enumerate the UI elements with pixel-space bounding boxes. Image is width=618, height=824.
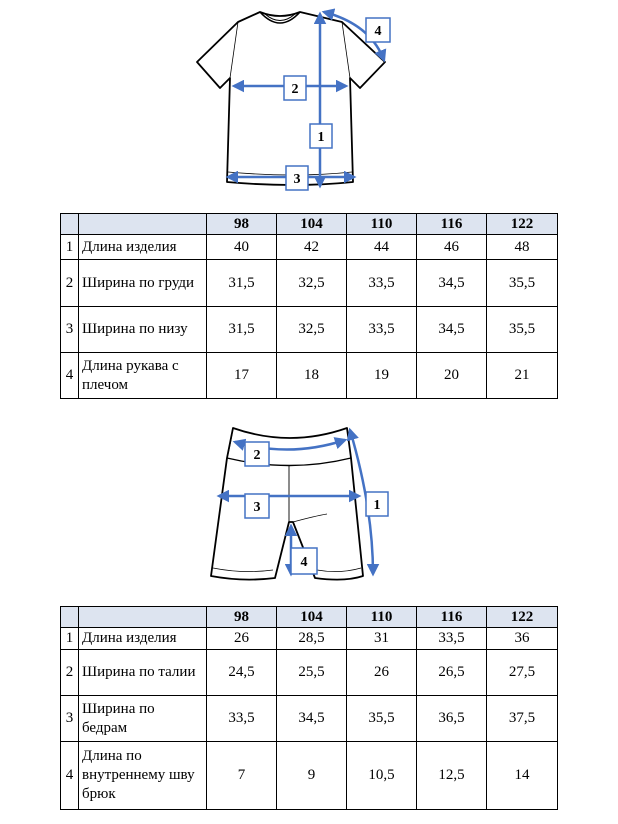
row-value: 44 xyxy=(347,235,417,260)
row-label: Ширина по талии xyxy=(79,650,207,696)
shorts-size-table xyxy=(60,606,558,810)
row-value: 42 xyxy=(277,235,347,260)
header-cell xyxy=(79,607,207,628)
row-value: 36,5 xyxy=(417,696,487,742)
row-value: 28,5 xyxy=(277,628,347,650)
row-value: 31,5 xyxy=(207,260,277,307)
header-cell xyxy=(61,214,79,235)
row-number: 3 xyxy=(61,307,79,353)
row-value: 18 xyxy=(277,353,347,399)
row-value: 33,5 xyxy=(417,628,487,650)
row-value: 33,5 xyxy=(207,696,277,742)
row-value: 33,5 xyxy=(347,260,417,307)
row-value: 31,5 xyxy=(207,307,277,353)
marker-3 xyxy=(286,166,308,190)
svg-text:3: 3 xyxy=(293,172,301,187)
row-number: 2 xyxy=(61,650,79,696)
row-label: Длина изделия xyxy=(79,235,207,260)
row-value: 14 xyxy=(487,742,558,810)
header-size: 110 xyxy=(347,607,417,628)
tshirt-diagram xyxy=(190,0,410,195)
table-row xyxy=(61,628,558,650)
header-size: 98 xyxy=(207,607,277,628)
svg-text:2: 2 xyxy=(253,448,261,463)
row-value: 32,5 xyxy=(277,307,347,353)
row-value: 35,5 xyxy=(347,696,417,742)
row-value: 24,5 xyxy=(207,650,277,696)
row-value: 26 xyxy=(207,628,277,650)
header-size: 122 xyxy=(487,607,558,628)
header-size: 116 xyxy=(417,607,487,628)
svg-text:1: 1 xyxy=(373,498,381,513)
row-value: 34,5 xyxy=(417,260,487,307)
table-row xyxy=(61,696,558,742)
svg-text:4: 4 xyxy=(374,24,382,39)
row-value: 33,5 xyxy=(347,307,417,353)
row-value: 31 xyxy=(347,628,417,650)
header-size: 122 xyxy=(487,214,558,235)
row-number: 2 xyxy=(61,260,79,307)
table-row xyxy=(61,307,558,353)
table-row xyxy=(61,235,558,260)
table-header-row xyxy=(61,607,558,628)
marker-1 xyxy=(366,492,388,516)
row-value: 40 xyxy=(207,235,277,260)
row-value: 34,5 xyxy=(417,307,487,353)
tshirt-size-table xyxy=(60,213,558,399)
row-value: 26 xyxy=(347,650,417,696)
table-row xyxy=(61,260,558,307)
marker-1 xyxy=(310,124,332,148)
svg-text:3: 3 xyxy=(253,500,261,515)
row-number: 4 xyxy=(61,742,79,810)
table-row xyxy=(61,742,558,810)
row-label: Ширина по груди xyxy=(79,260,207,307)
row-value: 21 xyxy=(487,353,558,399)
row-value: 26,5 xyxy=(417,650,487,696)
header-cell xyxy=(79,214,207,235)
row-value: 20 xyxy=(417,353,487,399)
table-row xyxy=(61,650,558,696)
row-number: 1 xyxy=(61,235,79,260)
row-label: Ширина по низу xyxy=(79,307,207,353)
shorts-drawing xyxy=(205,418,405,588)
svg-text:1: 1 xyxy=(317,130,325,145)
marker-4 xyxy=(291,548,317,574)
header-size: 104 xyxy=(277,214,347,235)
marker-2 xyxy=(245,442,269,466)
row-value: 10,5 xyxy=(347,742,417,810)
row-label: Ширина по бедрам xyxy=(79,696,207,742)
marker-4 xyxy=(366,18,390,42)
shorts-diagram xyxy=(205,418,405,588)
svg-text:4: 4 xyxy=(300,555,308,570)
header-size: 110 xyxy=(347,214,417,235)
table-row xyxy=(61,353,558,399)
row-value: 48 xyxy=(487,235,558,260)
table-header-row xyxy=(61,214,558,235)
row-value: 27,5 xyxy=(487,650,558,696)
row-value: 32,5 xyxy=(277,260,347,307)
row-value: 37,5 xyxy=(487,696,558,742)
row-value: 36 xyxy=(487,628,558,650)
row-value: 7 xyxy=(207,742,277,810)
row-value: 34,5 xyxy=(277,696,347,742)
row-value: 25,5 xyxy=(277,650,347,696)
svg-text:2: 2 xyxy=(291,82,299,97)
row-value: 9 xyxy=(277,742,347,810)
row-label: Длина рукава с плечом xyxy=(79,353,207,399)
header-size: 104 xyxy=(277,607,347,628)
row-value: 19 xyxy=(347,353,417,399)
row-number: 1 xyxy=(61,628,79,650)
row-number: 4 xyxy=(61,353,79,399)
tshirt-drawing xyxy=(190,0,410,195)
row-value: 12,5 xyxy=(417,742,487,810)
header-cell xyxy=(61,607,79,628)
row-value: 46 xyxy=(417,235,487,260)
row-value: 17 xyxy=(207,353,277,399)
row-value: 35,5 xyxy=(487,260,558,307)
row-number: 3 xyxy=(61,696,79,742)
header-size: 98 xyxy=(207,214,277,235)
row-label: Длина по внутреннему шву брюк xyxy=(79,742,207,810)
row-value: 35,5 xyxy=(487,307,558,353)
marker-2 xyxy=(284,76,306,100)
marker-3 xyxy=(245,494,269,518)
row-label: Длина изделия xyxy=(79,628,207,650)
header-size: 116 xyxy=(417,214,487,235)
